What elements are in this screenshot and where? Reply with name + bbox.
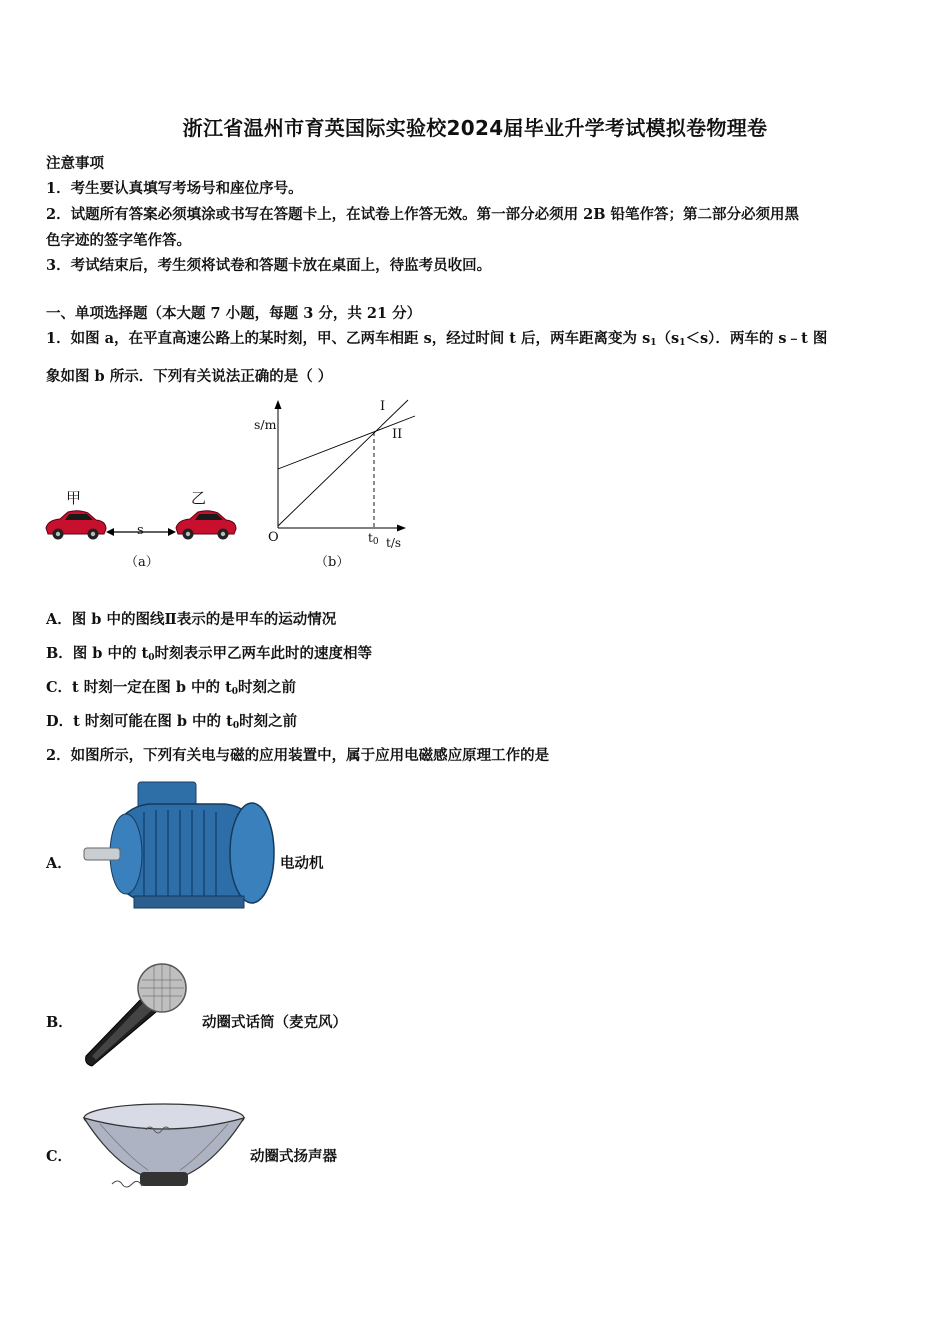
notice-item-3: 3．考试结束后，考生须将试卷和答题卡放在桌面上，待监考员收回。 bbox=[46, 257, 492, 274]
q2-option-a-letter: A． bbox=[46, 855, 72, 872]
q1-stem-part-b: （s bbox=[656, 330, 680, 347]
car-yi-icon bbox=[174, 508, 239, 542]
q2-option-c-label: 动圈式扬声器 bbox=[250, 1148, 337, 1165]
q1-option-a: A．图 b 中的图线Ⅱ表示的是甲车的运动情况 bbox=[46, 611, 337, 628]
q1-option-d-part1: D．t 时刻可能在图 b 中的 t bbox=[46, 713, 233, 730]
q1-option-c bbox=[46, 676, 296, 697]
st-graph-xlabel: t/s bbox=[386, 536, 402, 550]
q1-option-d bbox=[46, 710, 297, 731]
notice-item-1: 1．考生要认真填写考场号和座位序号。 bbox=[46, 180, 303, 197]
st-graph-line-I-label: I bbox=[380, 399, 386, 414]
st-graph-x-arrow bbox=[397, 525, 406, 532]
q1-option-b-sub: 0 bbox=[148, 653, 155, 663]
st-graph-line-II-label: II bbox=[392, 427, 403, 442]
notice-item-2: 2．试题所有答案必须填涂或书写在答题卡上，在试卷上作答无效。第一部分必须用 2B 铅笔作答；第二部分必须用黑 bbox=[46, 206, 800, 223]
notice-item-2-cont: 色字迹的签字笔作答。 bbox=[46, 232, 191, 249]
st-graph-t0-main: t bbox=[368, 531, 373, 545]
q1-option-c-sub: 0 bbox=[231, 687, 239, 697]
q1-option-b bbox=[46, 642, 372, 663]
q1-option-b-part2: 时刻表示甲乙两车此时的速度相等 bbox=[154, 645, 373, 662]
q1-stem-sub1: 1 bbox=[650, 338, 657, 348]
q2-option-b-letter: B． bbox=[46, 1014, 73, 1031]
figure-a-label-yi: 乙 bbox=[191, 489, 207, 507]
figure-a-label-s: s bbox=[137, 523, 144, 538]
electric-motor-icon bbox=[82, 778, 278, 918]
section-heading: 一、单项选择题（本大题 7 小题，每题 3 分，共 21 分） bbox=[46, 305, 422, 322]
st-graph bbox=[255, 398, 415, 558]
microphone-icon bbox=[80, 958, 192, 1070]
figure-a-caption: （a） bbox=[125, 555, 159, 570]
st-graph-ylabel: s/m bbox=[254, 417, 277, 432]
q1-option-b-part1: B．图 b 中的 t bbox=[46, 645, 149, 662]
figure-b-caption: （b） bbox=[315, 555, 350, 570]
st-graph-origin: O bbox=[268, 530, 279, 545]
car-jia-icon bbox=[44, 508, 109, 542]
q2-option-c-letter: C． bbox=[46, 1148, 73, 1165]
st-graph-line-I bbox=[278, 400, 408, 526]
figure-a-label-jia: 甲 bbox=[66, 489, 82, 507]
notice-heading: 注意事项 bbox=[46, 155, 104, 172]
q1-stem-part-c: ＜s）．两车的 s﹣t 图 bbox=[685, 330, 828, 347]
st-graph-y-arrow bbox=[275, 400, 282, 409]
q1-option-c-part2: 时刻之前 bbox=[238, 679, 297, 696]
page-title: 浙江省温州市育英国际实验校2024届毕业升学考试模拟卷物理卷 bbox=[182, 116, 768, 140]
distance-arrow bbox=[106, 526, 176, 538]
q1-stem-sub2: 1 bbox=[679, 338, 686, 348]
q1-option-c-part1: C．t 时刻一定在图 b 中的 t bbox=[46, 679, 232, 696]
q2-option-a-label: 电动机 bbox=[280, 855, 324, 872]
q2-option-b-label: 动圈式话筒（麦克风） bbox=[202, 1014, 347, 1031]
st-graph-t0-label bbox=[368, 531, 379, 547]
loudspeaker-icon bbox=[82, 1100, 250, 1200]
q1-option-d-sub: 0 bbox=[232, 721, 240, 731]
q1-option-d-part2: 时刻之前 bbox=[239, 713, 298, 730]
st-graph-t0-sub: 0 bbox=[372, 537, 379, 547]
q1-stem-line1 bbox=[46, 327, 827, 348]
q2-stem: 2．如图所示，下列有关电与磁的应用装置中，属于应用电磁感应原理工作的是 bbox=[46, 747, 550, 764]
q1-stem-line2: 象如图 b 所示．下列有关说法正确的是（ ） bbox=[46, 368, 333, 385]
st-graph-line-II bbox=[278, 416, 415, 469]
q1-stem-part-a: 1．如图 a，在平直高速公路上的某时刻，甲、乙两车相距 s，经过时间 t 后，两车距离变为 s bbox=[46, 330, 651, 347]
